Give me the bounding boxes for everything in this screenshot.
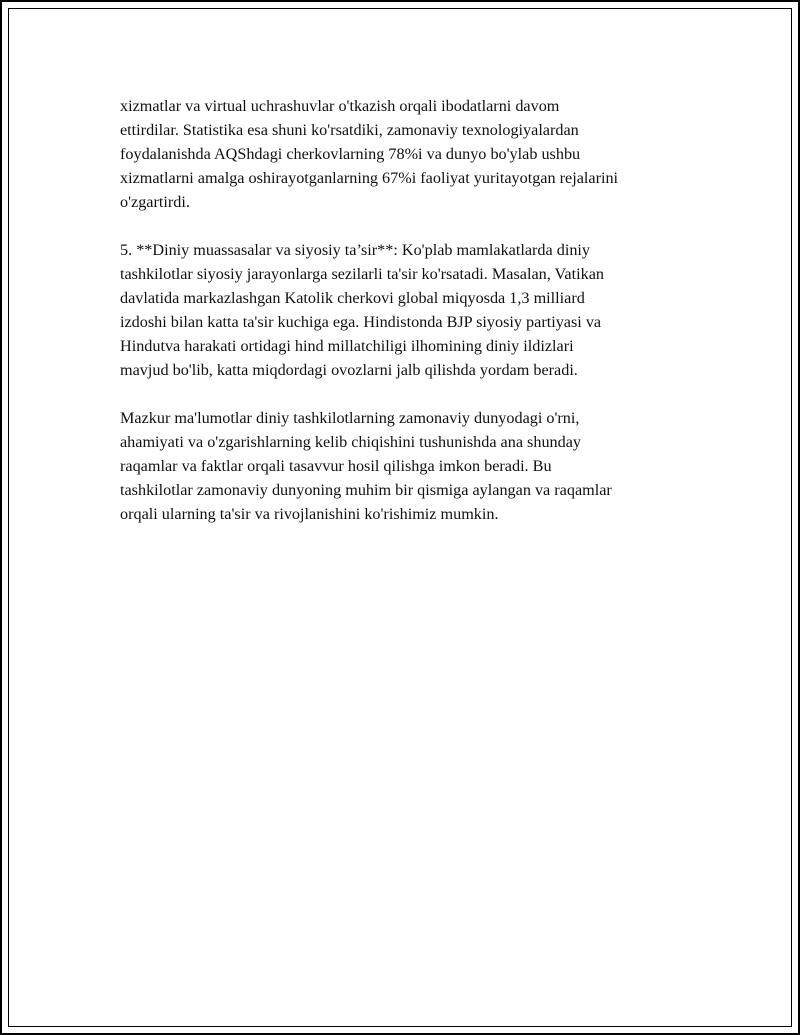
document-body xyxy=(120,94,700,550)
text-line: ahamiyati va o'zgarishlarning kelib chiqishini tushunishda ana shunday xyxy=(120,433,582,451)
text-line: mavjud bo'lib, katta miqdordagi ovozlarni jalb qilishda yordam beradi. xyxy=(120,361,578,379)
text-line: xizmatlarni amalga oshirayotganlarning 67%i faoliyat yuritayotgan rejalarini xyxy=(120,169,619,187)
text-line: izdoshi bilan katta ta'sir kuchiga ega. Hindistonda BJP siyosiy partiyasi va xyxy=(120,313,602,331)
text-line: orqali ularning ta'sir va rivojlanishini ko'rishimiz mumkin. xyxy=(120,505,499,523)
text-line: foydalanishda AQShdagi cherkovlarning 78%i va dunyo bo'ylab ushbu xyxy=(120,145,581,163)
paragraph-conclusion xyxy=(120,406,700,526)
text-line: Hindutva harakati ortidagi hind millatchiligi ilhomining diniy ildizlari xyxy=(120,337,574,355)
text-line: o'zgartirdi. xyxy=(120,193,190,211)
text-line: tashkilotlar siyosiy jarayonlarga sezilarli ta'sir ko'rsatadi. Masalan, Vatikan xyxy=(120,265,604,283)
text-line: xizmatlar va virtual uchrashuvlar o'tkazish orqali ibodatlarni davom xyxy=(120,97,560,115)
paragraph-online-services xyxy=(120,94,700,214)
text-line: ettirdilar. Statistika esa shuni ko'rsatdiki, zamonaviy texnologiyalardan xyxy=(120,121,579,139)
text-line: davlatida markazlashgan Katolik cherkovi global miqyosda 1,3 milliard xyxy=(120,289,585,307)
text-line: raqamlar va faktlar orqali tasavvur hosil qilishga imkon beradi. Bu xyxy=(120,457,552,475)
text-line: 5. **Diniy muassasalar va siyosiy ta’sir**: Ko'plab mamlakatlarda diniy xyxy=(120,241,591,259)
text-line: Mazkur ma'lumotlar diniy tashkilotlarning zamonaviy dunyodagi o'rni, xyxy=(120,409,580,427)
text-line: tashkilotlar zamonaviy dunyoning muhim bir qismiga aylangan va raqamlar xyxy=(120,481,612,499)
paragraph-religious-institutions-politics xyxy=(120,238,700,382)
